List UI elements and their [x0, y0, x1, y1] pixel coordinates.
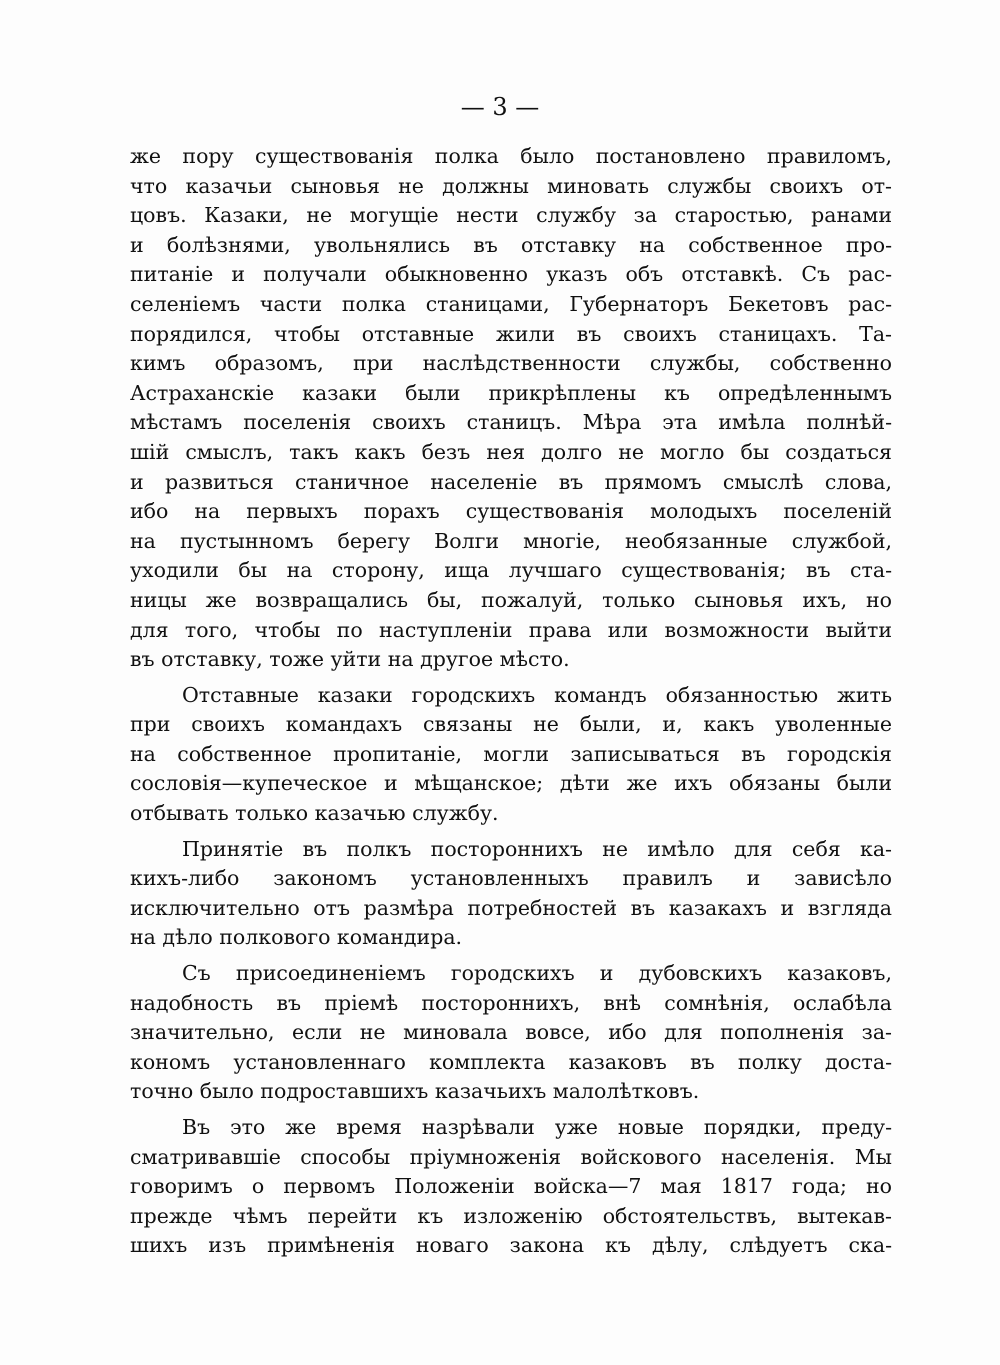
text-line: сматривавшіе способы пріумноженія войскового населенія. Мы	[130, 1144, 892, 1169]
text-line: ницы же возвращались бы, пожалуй, только сыновья ихъ, но	[130, 587, 892, 612]
paragraph-2	[130, 681, 892, 829]
text-line: селеніемъ части полка станицами, Губернаторъ Бекетовъ рас-	[130, 291, 892, 316]
text-line: цовъ. Казаки, не могущіе нести службу за старостью, ранами	[130, 203, 892, 228]
text-line: же пору существованія полка было постановлено правиломъ,	[130, 144, 892, 168]
text-line: кономъ установленнаго комплекта казаковъ въ полку доста-	[130, 1049, 892, 1074]
text-line: точно было подроставшихъ казачьихъ малолѣтковъ.	[130, 1079, 700, 1104]
text-line: кимъ образомъ, при наслѣдственности службы, собственно	[130, 351, 892, 376]
text-line: значительно, если не миновала вовсе, ибо для пополненія за-	[130, 1020, 892, 1045]
text-line: для того, чтобы по наступленіи права или возможности выйти	[130, 617, 892, 642]
text-line: шихъ изъ примѣненія новаго закона къ дѣлу, слѣдуетъ ска-	[130, 1233, 892, 1258]
text-line: уходили бы на сторону, ища лучшаго существованія; въ ста-	[130, 558, 892, 583]
text-line: на собственное пропитаніе, могли записываться въ городскія	[130, 741, 892, 766]
text-line: сословія—купеческое и мѣщанское; дѣти же ихъ обязаны были	[130, 771, 892, 796]
text-line: питаніе и получали обыкновенно указъ объ отставкѣ. Съ рас-	[130, 262, 892, 287]
text-line: на дѣло полкового командира.	[130, 925, 463, 950]
text-line: Въ это же время назрѣвали уже новые порядки, преду-	[182, 1115, 892, 1139]
page-number: — 3 —	[460, 93, 540, 121]
text-line: Астраханскіе казаки были прикрѣплены къ опредѣленнымъ	[130, 380, 892, 405]
text-line: Отставные казаки городскихъ командъ обязанностью жить	[182, 682, 892, 707]
text-line: и развиться станичное населеніе въ прямомъ смыслѣ слова,	[130, 469, 892, 494]
text-line: порядился, чтобы отставные жили въ своихъ станицахъ. Та-	[130, 321, 892, 346]
text-line: что казачьи сыновья не должны миновать службы своихъ от-	[130, 173, 892, 198]
text-line: кихъ-либо закономъ установленныхъ правилъ и зависѣло	[130, 866, 892, 891]
text-line: ибо на первыхъ порахъ существованія молодыхъ поселеній	[130, 499, 892, 524]
text-line: Принятіе въ полкъ постороннихъ не имѣло для себя ка-	[182, 836, 892, 861]
text-line: на пустынномъ берегу Волги многіе, необязанные службой,	[130, 528, 892, 553]
paragraph-3	[130, 835, 892, 953]
text-line: говоримъ о первомъ Положеніи войска—7 мая 1817 года; но	[130, 1174, 892, 1199]
text-line: и болѣзнями, увольнялись въ отставку на собственное про-	[130, 232, 892, 257]
paragraph-4	[130, 959, 892, 1107]
text-line: исключительно отъ размѣра потребностей въ казакахъ и взгляда	[130, 895, 892, 920]
text-line: въ отставку, тоже уйти на другое мѣсто.	[130, 647, 570, 672]
text-line: надобность въ пріемѣ постороннихъ, внѣ сомнѣнія, ослабѣла	[130, 990, 892, 1015]
text-line: шій смыслъ, такъ какъ безъ нея долго не могло бы создаться	[130, 439, 892, 464]
text-line: при своихъ командахъ связаны не были, и, какъ уволенные	[130, 712, 892, 737]
text-line: Съ присоединеніемъ городскихъ и дубовскихъ казаковъ,	[182, 961, 892, 986]
paragraph-5	[130, 1113, 892, 1261]
text-line: отбывать только казачью службу.	[130, 801, 499, 826]
paragraph-1	[130, 142, 892, 675]
text-line: мѣстамъ поселенія своихъ станицъ. Мѣра эта имѣла полнѣй-	[130, 410, 892, 435]
body-text	[130, 142, 892, 1261]
text-line: прежде чѣмъ перейти къ изложенію обстоятельствъ, вытекав-	[130, 1203, 892, 1228]
